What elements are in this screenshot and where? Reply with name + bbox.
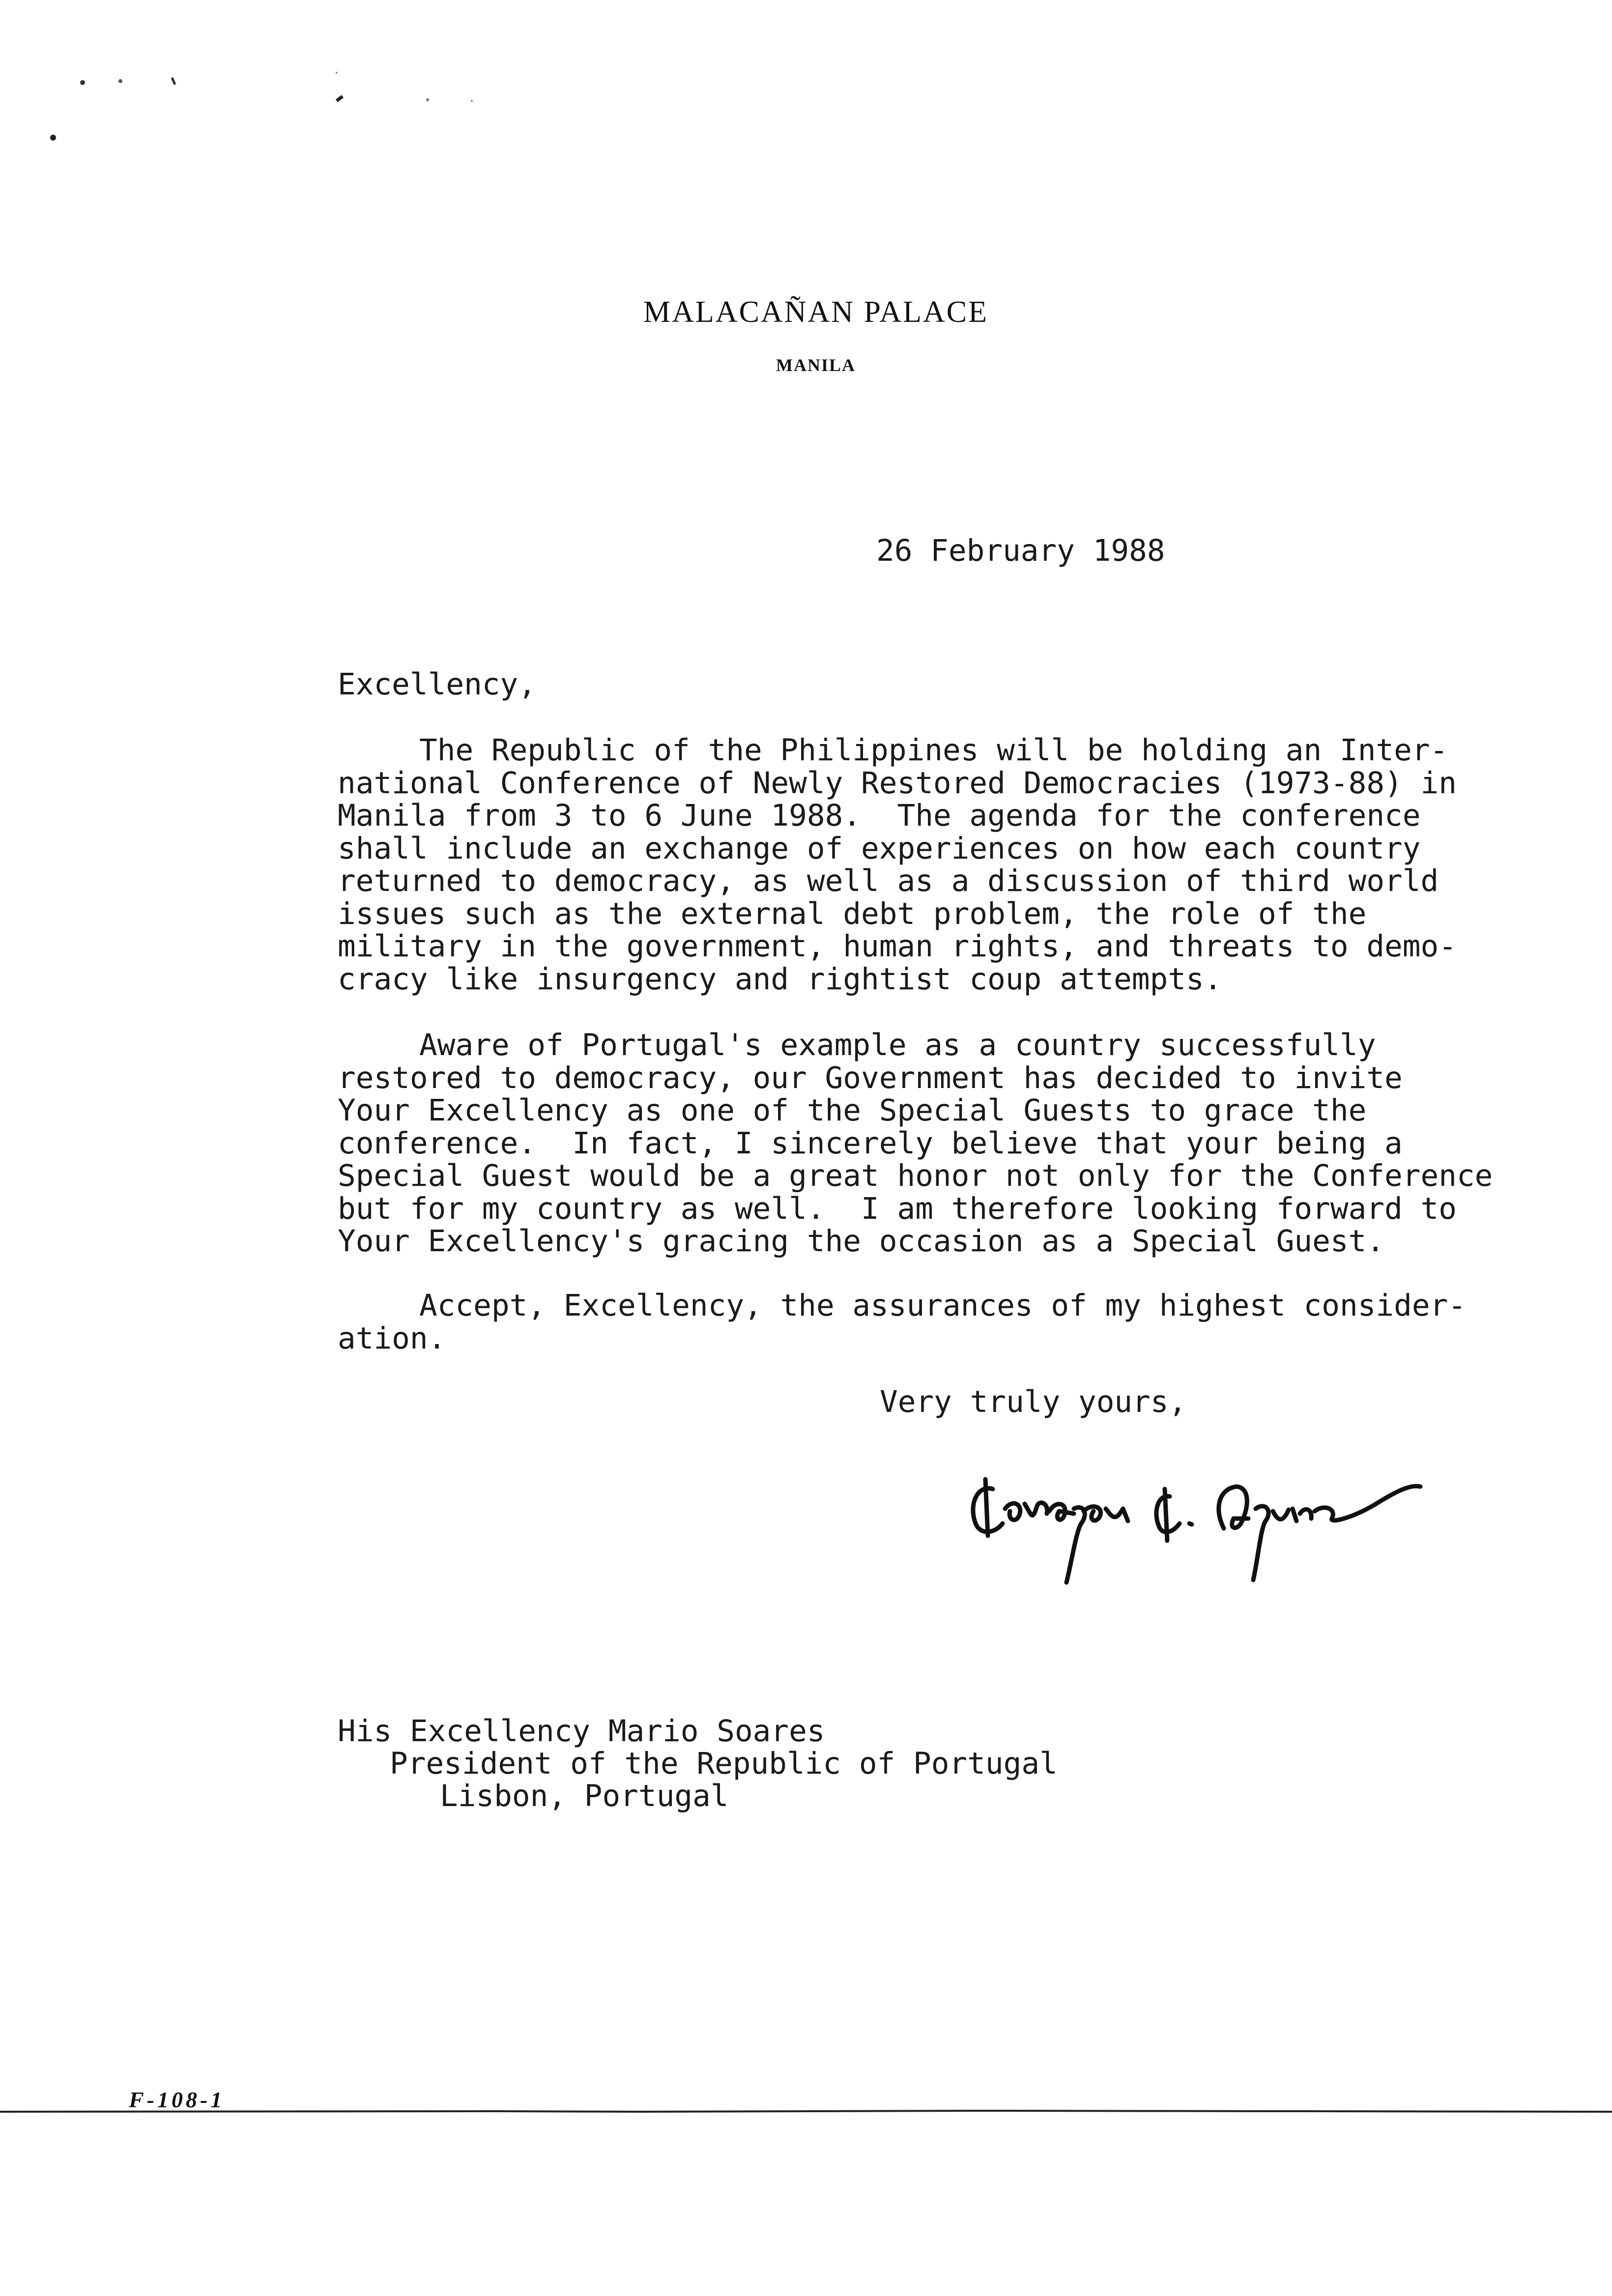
paragraph-line: ation. [338,1320,446,1356]
scan-specks [0,0,1612,295]
letter-date: 26 February 1988 [876,533,1165,568]
paragraph-line: Your Excellency's gracing the occasion as a Special Guest. [338,1224,1385,1259]
paragraph-line: Your Excellency as one of the Special Guests to grace the [338,1093,1367,1128]
body-paragraph-3 [338,1288,1467,1356]
handwritten-signature-icon [958,1450,1440,1587]
paragraph-line: national Conference of Newly Restored Democracies (1973-88) in [338,765,1457,801]
paragraph-line: Manila from 3 to 6 June 1988. The agenda for the conference [338,798,1421,833]
paragraph-line: military in the government, human rights, and threats to demo- [338,929,1457,964]
recipient-title: President of the Republic of Portugal [390,1746,1058,1781]
paragraph-line: Aware of Portugal's example as a country successfully [419,1028,1376,1062]
closing: Very truly yours, [880,1384,1187,1419]
recipient-name: His Excellency Mario Soares [338,1714,825,1749]
paragraph-line: The Republic of the Philippines will be holding an Inter- [419,733,1448,768]
paragraph-line: but for my country as well. I am therefore looking forward to [338,1191,1457,1226]
letterhead-title: MALACAÑAN PALACE [643,295,988,329]
body-paragraph-2 [338,1028,1493,1259]
bottom-rule [0,2106,1612,2116]
file-code: F-108-1 [129,2087,225,2112]
paragraph-line: Accept, Excellency, the assurances of my highest consider- [419,1288,1467,1323]
salutation: Excellency, [338,667,536,702]
recipient-address [338,1715,1058,1812]
paragraph-line: restored to democracy, our Government has decided to invite [338,1060,1403,1095]
recipient-location: Lisbon, Portugal [440,1779,729,1813]
paragraph-line: returned to democracy, as well as a discussion of third world [338,863,1439,898]
body-paragraph-1 [338,733,1457,997]
paragraph-line: cracy like insurgency and rightist coup attempts. [338,961,1222,997]
paragraph-line: shall include an exchange of experiences on how each country [338,831,1421,866]
paragraph-line: Special Guest would be a great honor not only for the Conference [338,1158,1493,1193]
letterhead-city: MANILA [776,355,856,375]
paragraph-line: conference. In fact, I sincerely believe that your being a [338,1125,1403,1161]
paragraph-line: issues such as the external debt problem, the role of the [338,896,1367,931]
